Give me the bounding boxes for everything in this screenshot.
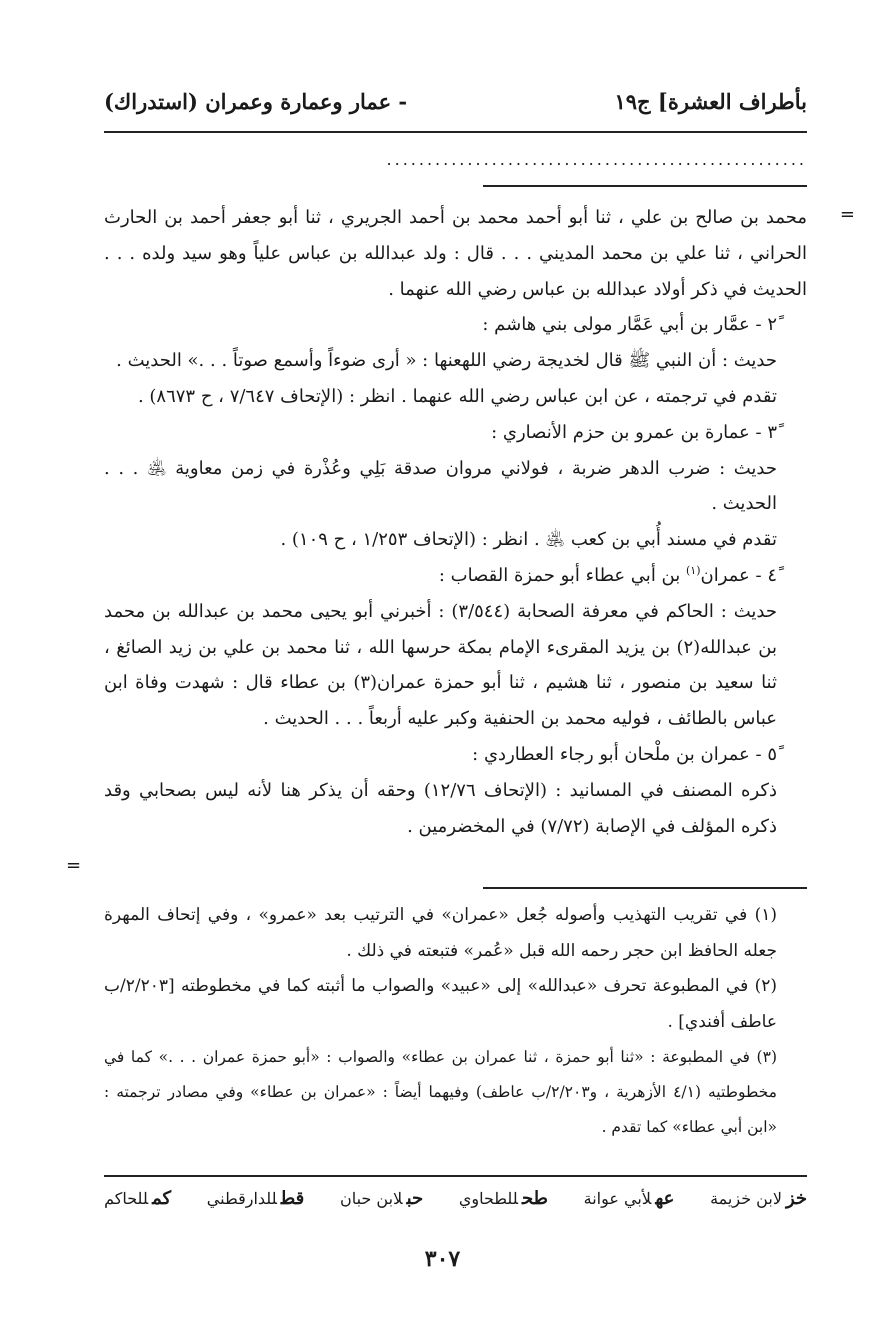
legend-item xyxy=(710,1188,807,1209)
entry-heading-start: ٤ً - عمران xyxy=(700,564,777,586)
legend-abbr: خز xyxy=(785,1188,807,1209)
running-header xyxy=(104,84,807,118)
legend-item xyxy=(584,1188,675,1209)
entry-heading: ٥ً - عمران بن ملْحان أبو رجاء العطاردي : xyxy=(472,743,777,765)
continuation-rule xyxy=(483,185,807,187)
legend-label: للحاكم xyxy=(104,1189,149,1208)
page-number: ٣٠٧ xyxy=(424,1246,461,1272)
abbreviation-legend xyxy=(104,1188,807,1209)
footnote: (٢) في المطبوعة تحرف «عبدالله» إلى «عبيد» والصواب ما أثبته كما في مخطوطته [٢/٢٠٣/ب عاطف أفندي] . xyxy=(104,976,777,1032)
ellipsis-dots: .................................................... xyxy=(386,150,807,169)
footnotes-rule xyxy=(483,887,807,889)
paragraph: محمد بن صالح بن علي ، ثنا أبو أحمد محمد بن أحمد الجريري ، ثنا أبو جعفر أحمد بن الحارث الحراني ، ثنا علي بن محمد المديني . . . قال : ولد عبدالله بن عباس علياً وهو سيد ولده . . . الحديث في ذكر أولاد عبدالله بن عباس رضي الله عنهما . xyxy=(104,207,807,300)
paragraph: حديث : أن النبي ﷺ قال لخديجة رضي اللهعنها : « أرى ضوءاً وأسمع صوتاً . . .» الحديث . xyxy=(116,350,777,372)
legend-abbr: عه xyxy=(655,1188,675,1209)
footnote-ref: (١) xyxy=(685,563,701,577)
footnote: (١) في تقريب التهذيب وأصوله جُعل «عمران» في الترتيب بعد «عمرو» ، وفي إتحاف المهرة جعله الحافظ ابن حجر رحمه الله قبل «عُمر» فتبعته في ذلك . xyxy=(104,905,777,961)
legend-label: لابن حبان xyxy=(339,1189,403,1208)
entry-heading: ٢ً - عمَّار بن أبي عَمَّار مولى بني هاشم : xyxy=(482,314,777,336)
paragraph: حديث : ضرب الدهر ضربة ، فولاني مروان صدقة بَلِي وعُذْرة في زمن معاوية ﵁ . . . الحديث . xyxy=(104,457,777,515)
legend-item xyxy=(340,1188,423,1209)
legend-label: لأبي عوانة xyxy=(583,1189,652,1208)
continuation-mark-top: = xyxy=(839,204,855,225)
legend-label: لابن خزيمة xyxy=(710,1189,782,1208)
footer-rule xyxy=(104,1175,807,1177)
paragraph: حديث : الحاكم في معرفة الصحابة (٣/٥٤٤) : أخبرني أبو يحيى محمد بن عبدالله بن محمد بن عبدالله(٢) بن يزيد المقرىء الإمام بمكة حرسها الله ، ثنا محمد بن علي بن زيد الصائغ ، ثنا سعيد بن منصور ، ثنا هشيم ، ثنا أبو حمزة عمران(٣) بن عطاء قال : شهدت وفاة ابن عباس بالطائف ، فوليه محمد بن الحنفية وكبر عليه أربعاً . . . الحديث . xyxy=(104,600,778,730)
legend-label: للدارقطني xyxy=(206,1189,277,1208)
legend-label: للطحاوي xyxy=(458,1189,518,1208)
legend-abbr: طح xyxy=(522,1188,548,1209)
header-rule xyxy=(104,131,807,133)
entry-heading xyxy=(104,558,807,594)
legend-item xyxy=(104,1188,171,1209)
footnotes xyxy=(104,898,807,1145)
legend-abbr: كم xyxy=(152,1188,172,1209)
main-text xyxy=(104,200,807,844)
paragraph: ذكره المصنف في المسانيد : (الإتحاف ١٢/٧٦) وحقه أن يذكر هنا لأنه ليس بصحابي وقد ذكره المؤلف في الإصابة (٧/٧٢) في المخضرمين . xyxy=(104,779,777,837)
section-title: - عمار وعمارة وعمران (استدراك) xyxy=(104,88,408,114)
paragraph: تقدم في مسند أُبي بن كعب ﵁ . انظر : (الإتحاف ١/٢٥٣ ، ح ١٠٩) . xyxy=(280,529,777,551)
entry-heading-end: بن أبي عطاء أبو حمزة القصاب : xyxy=(438,564,686,586)
book-title: بأطراف العشرة] ج١٩ xyxy=(614,88,807,114)
entry-heading: ٣ً - عمارة بن عمرو بن حزم الأنصاري : xyxy=(491,421,777,443)
legend-abbr: حب xyxy=(406,1188,424,1209)
paragraph: تقدم في ترجمته ، عن ابن عباس رضي الله عنهما . انظر : (الإتحاف ٧/٦٤٧ ، ح ٨٦٧٣) . xyxy=(137,385,777,407)
legend-item xyxy=(207,1188,304,1209)
legend-abbr: قط xyxy=(280,1188,305,1209)
continuation-mark-bottom: = xyxy=(66,855,82,876)
legend-item xyxy=(459,1188,548,1209)
footnote: (٣) في المطبوعة : «ثنا أبو حمزة ، ثنا عمران بن عطاء» والصواب : «أبو حمزة عمران . . .» كما في مخطوطتيه (٤/١ الأزهرية ، و٢/٢٠٣/ب عاطف) وفيهما أيضاً : «عمران بن عطاء» وفي مصادر ترجمته : «ابن أبي عطاء» كما تقدم . xyxy=(104,1048,777,1136)
